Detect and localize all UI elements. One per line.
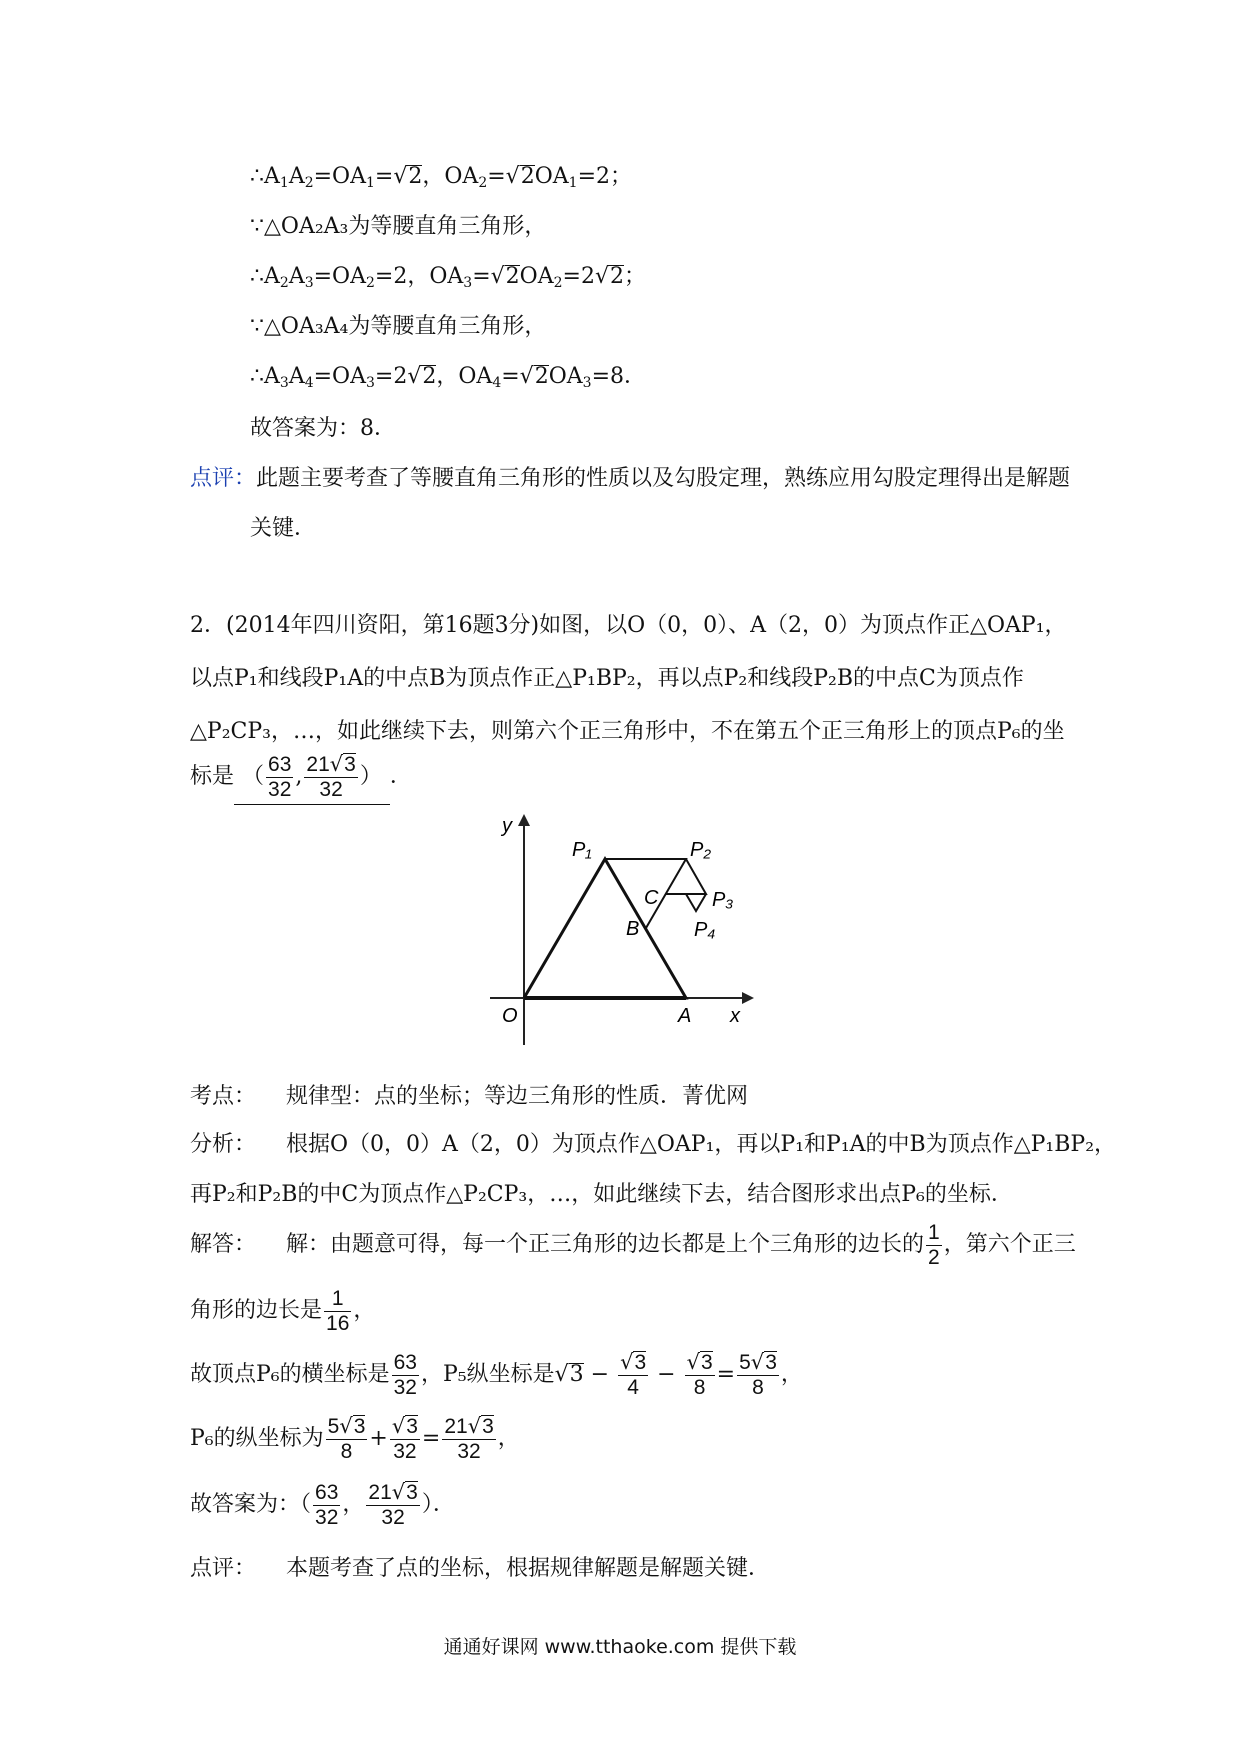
problem-line-1: 2．(2014年四川资阳，第16题3分)如图，以O（0，0）、A（2，0）为顶点作正△OAP₁， [190,613,1067,638]
label-y: y [502,815,512,837]
jieda-line-2: 角形的边长是 $\frac{1}{16}$ ， [190,1286,376,1335]
problem-line-3: △P₂CP₃，…，如此继续下去，则第六个正三角形中，不在第五个正三角形上的顶点P₆的坐 [190,719,1065,744]
solution-line-3: $\therefore A_2A_3=OA_2=2$，$OA_3=√2OA_2=2√2$； [250,264,646,291]
label-C: C [644,887,659,909]
answer-line: 故答案为：8． [250,416,396,441]
fenxi-line-2: 再P₂和P₂B的中C为顶点作△P₂CP₃，…，如此继续下去，结合图形求出点P₆的坐标． [190,1182,1013,1207]
label-P2: P₂ [690,839,711,861]
label-P1: P₁ [572,839,592,861]
comment-line-2: 关键． [250,516,317,541]
page-footer: 通通好课网 www.tthaoke.com 提供下载 [443,1636,797,1658]
pingping-line: 点评： 本题考查了点的坐标，根据规律解题是解题关键． [190,1556,771,1581]
comment-label: 点评： [190,466,257,491]
solution-line-2: ∵△OA₂A₃为等腰直角三角形， [250,214,547,239]
kaodian-line: 考点： 规律型：点的坐标；等边三角形的性质．菁优网 [190,1084,749,1109]
solution-line-4: ∵△OA₃A₄为等腰直角三角形， [250,314,547,339]
jieda-line-1: 解答： 解：由题意可得，每一个正三角形的边长都是上个三角形的边长的 $\frac{1}{2}$ ，第六个正三 [190,1220,1076,1269]
label-O: O [502,1005,518,1027]
label-B: B [626,918,640,940]
label-P3: P₃ [712,889,734,911]
triangle-P3P4 [686,894,706,911]
p6y-line: P₆的纵坐标为 $\frac{5√3}{8}$ + $\frac{√3}{32}$ = $\frac{21√3}{32}$ ， [190,1414,520,1463]
final-answer-line: 故答案为：（ $\frac{63}{32}$ ， $\frac{21√3}{32}$ ）． [190,1480,455,1529]
problem-line-2: 以点P₁和线段P₁A的中点B为顶点作正△P₁BP₂，再以点P₂和线段P₂B的中点C为顶点作 [190,666,1024,691]
label-x: x [730,1005,740,1027]
x-axis-arrow [742,992,754,1004]
y-axis-arrow [518,814,530,826]
triangle-figure [480,810,760,1060]
p6x-line: 故顶点P₆的横坐标是 $\frac{63}{32}$ ，P₅纵坐标是√3 − $\frac{√3}{4}$ − $\frac{√3}{8}$ = $\frac{5√3}{8}$ ， [190,1350,803,1399]
comment-line: 点评：此题主要考查了等腰直角三角形的性质以及勾股定理，熟练应用勾股定理得出是解题 [190,466,1071,491]
label-A: A [678,1005,692,1027]
solution-line-1: $\therefore A_1A_2=OA_1=√2$，$OA_2=√2OA_1=2$； [250,164,632,191]
var: A [288,164,305,189]
solution-line-5: $\therefore A_3A_4=OA_3=2√2$，$OA_4=√2OA_3=8$． [250,364,646,391]
fenxi-line-1: 分析： 根据O（0，0）A（2，0）为顶点作△OAP₁，再以P₁和P₁A的中B为顶点作△P₁BP₂， [190,1132,1117,1157]
triangle-OAP1 [524,859,686,998]
triangle-P2CP3 [666,859,706,894]
answer-blank: （ $\frac{63}{32}$ , $\frac{21√3}{32}$ ） [234,750,390,805]
problem-line-4: 标是 （ $\frac{63}{32}$ , $\frac{21√3}{32}$ ） ． [190,750,412,805]
label-P4: P₄ [694,919,716,941]
